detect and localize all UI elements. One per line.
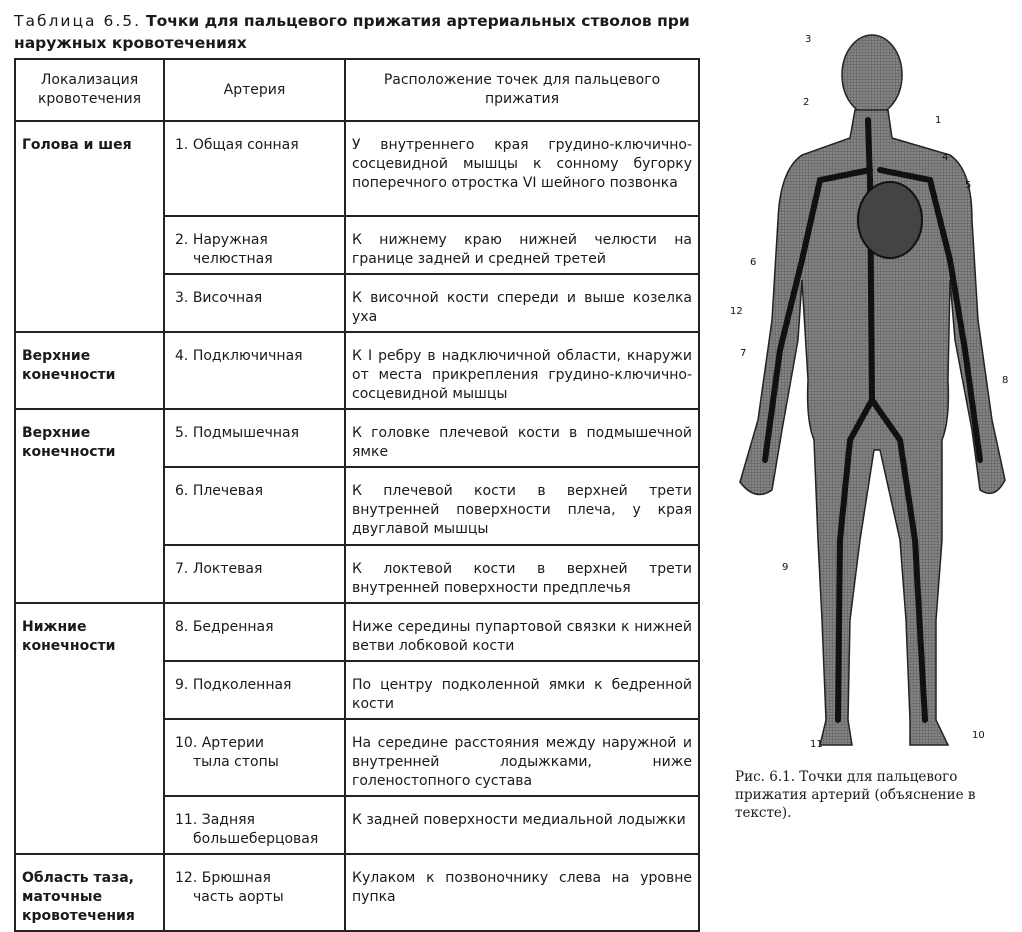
artery-cell xyxy=(164,121,345,216)
arteries-table xyxy=(14,58,700,932)
location-cell: Голова и шея xyxy=(15,121,164,332)
points-cell: На середине расстояния между наружной и внутренней лодыжками, ниже голеностопного сустава xyxy=(345,719,699,796)
location-cell: Верхние конечности xyxy=(15,409,164,603)
points-cell: К I ребру в надключичной области, кнаружи от места прикрепления грудино-ключично-сосцевидной мышцы xyxy=(345,332,699,409)
artery-name: Наружная xyxy=(192,232,268,248)
artery-name: Бедренная xyxy=(192,619,274,635)
label-6: 6 xyxy=(750,257,757,268)
artery-name: Плечевая xyxy=(192,483,264,499)
artery-number: 5. xyxy=(175,425,189,441)
points-cell: К плечевой кости в верхней трети внутренней поверхности плеча, у края двуглавой мышцы xyxy=(345,467,699,545)
artery-name: Подколенная xyxy=(192,677,292,693)
points-cell: К височной кости спереди и выше козелка уха xyxy=(345,274,699,332)
artery-cell xyxy=(164,332,345,409)
artery-cell xyxy=(164,603,345,661)
artery-name: Подключичная xyxy=(192,348,303,364)
table-row xyxy=(15,121,699,216)
artery-number: 11. xyxy=(175,812,198,828)
artery-cell xyxy=(164,719,345,796)
points-cell: К задней поверхности медиальной лодыжки xyxy=(345,796,699,854)
artery-number: 2. xyxy=(175,232,189,248)
table-row xyxy=(15,409,699,467)
location-cell: Верхние конечности xyxy=(15,332,164,409)
artery-cell xyxy=(164,854,345,931)
artery-number: 3. xyxy=(175,290,189,306)
artery-name-cont: часть аорты xyxy=(193,889,284,905)
artery-name: Артерии xyxy=(201,735,265,751)
figure-caption: Рис. 6.1. Точки для пальцевого прижатия артерий (объяснение в тексте). xyxy=(735,769,976,821)
artery-name: Задняя xyxy=(201,812,255,828)
points-cell: Ниже середины пупартовой связки к нижней ветви лобковой кости xyxy=(345,603,699,661)
label-4: 4 xyxy=(942,152,949,163)
artery-name: Височная xyxy=(192,290,263,306)
artery-number: 9. xyxy=(175,677,189,693)
label-3: 3 xyxy=(805,34,812,45)
label-2: 2 xyxy=(803,97,810,108)
points-cell: По центру подколенной ямки к бедренной кости xyxy=(345,661,699,719)
label-1: 1 xyxy=(935,115,942,126)
body-arteries-illustration xyxy=(710,20,1022,760)
artery-cell xyxy=(164,661,345,719)
label-10: 10 xyxy=(972,730,985,741)
artery-name: Локтевая xyxy=(192,561,263,577)
label-11: 11 xyxy=(810,739,823,750)
artery-number: 1. xyxy=(175,137,189,153)
artery-name-cont: челюстная xyxy=(193,251,273,267)
body-figure xyxy=(710,20,1022,760)
artery-name-cont: тыла стопы xyxy=(193,754,279,770)
points-cell: К локтевой кости в верхней трети внутренней поверхности предплечья xyxy=(345,545,699,603)
table-caption: Точки для пальцевого прижатия артериальных стволов при наружных кровотечениях xyxy=(14,12,690,52)
label-12: 12 xyxy=(730,306,743,317)
points-cell: К головке плечевой кости в подмышечной ямке xyxy=(345,409,699,467)
table-row xyxy=(15,332,699,409)
artery-cell xyxy=(164,409,345,467)
artery-cell xyxy=(164,545,345,603)
artery-number: 7. xyxy=(175,561,189,577)
artery-cell xyxy=(164,274,345,332)
table-title xyxy=(14,10,704,54)
table-number: Таблица 6.5. xyxy=(14,12,142,30)
artery-cell xyxy=(164,796,345,854)
points-cell: У внутреннего края грудино-ключично-сосцевидной мышцы к сонному бугорку поперечного отростка VI шейного позвонка xyxy=(345,121,699,216)
location-cell: Область таза, маточные кровотечения xyxy=(15,854,164,931)
label-8: 8 xyxy=(1002,375,1009,386)
table-row xyxy=(15,854,699,931)
header-artery: Артерия xyxy=(164,59,345,121)
header-location: Локализация кровотечения xyxy=(15,59,164,121)
points-cell: К нижнему краю нижней челюсти на границе задней и средней третей xyxy=(345,216,699,274)
artery-number: 4. xyxy=(175,348,189,364)
header-points: Расположение точек для пальцевого прижатия xyxy=(345,59,699,121)
artery-name: Общая сонная xyxy=(192,137,299,153)
artery-number: 6. xyxy=(175,483,189,499)
points-cell: Кулаком к позвоночнику слева на уровне пупка xyxy=(345,854,699,931)
artery-name: Подмышечная xyxy=(192,425,300,441)
label-5: 5 xyxy=(965,180,972,191)
artery-cell xyxy=(164,467,345,545)
artery-number: 12. xyxy=(175,870,198,886)
artery-name-cont: большеберцовая xyxy=(193,831,319,847)
label-7: 7 xyxy=(740,348,747,359)
artery-name: Брюшная xyxy=(201,870,271,886)
location-cell: Нижние конечности xyxy=(15,603,164,854)
label-9: 9 xyxy=(782,562,789,573)
table-row xyxy=(15,603,699,661)
artery-number: 10. xyxy=(175,735,198,751)
artery-cell xyxy=(164,216,345,274)
artery-number: 8. xyxy=(175,619,189,635)
